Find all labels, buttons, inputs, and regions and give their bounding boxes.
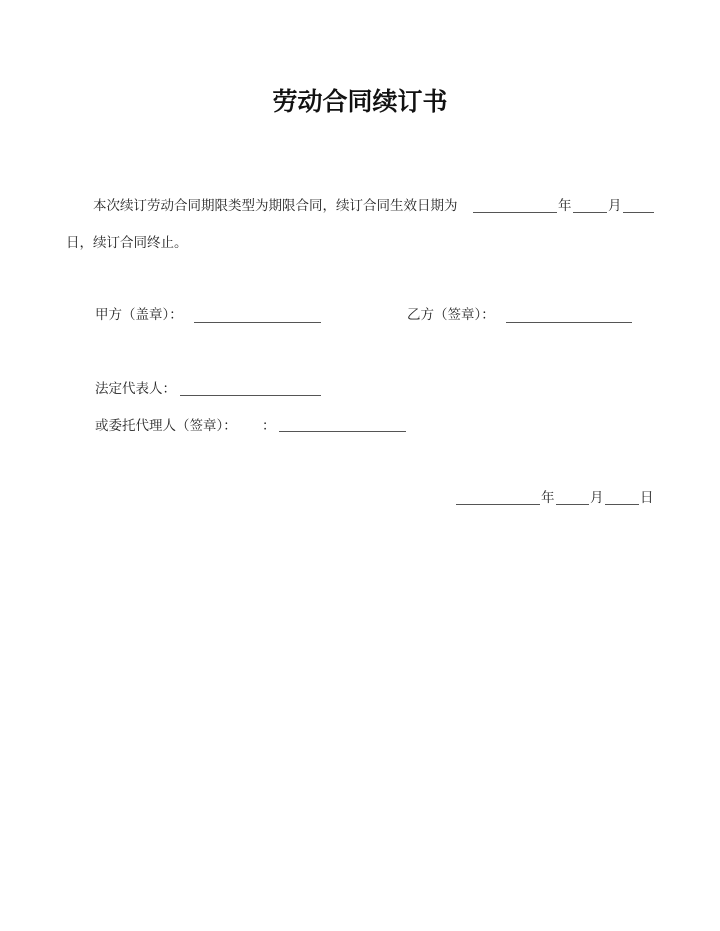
sign-year-label: 年 <box>541 490 555 506</box>
agent-label: 或委托代理人（签章）： <box>95 418 237 434</box>
year-label: 年 <box>558 198 572 214</box>
effective-date-day-blank[interactable] <box>623 212 654 213</box>
month-label: 月 <box>608 198 622 214</box>
renewal-text-line1: 本次续订劳动合同期限类型为期限合同，续订合同生效日期为 <box>93 198 458 214</box>
sign-date-year-blank[interactable] <box>456 504 540 505</box>
document-title: 劳动合同续订书 <box>272 87 448 116</box>
sign-date-month-blank[interactable] <box>556 504 589 505</box>
effective-date-month-blank[interactable] <box>573 212 607 213</box>
agent-signature-blank[interactable] <box>279 431 406 432</box>
renewal-text-line2: 日，续订合同终止。 <box>66 235 188 251</box>
sign-day-label: 日 <box>640 490 654 506</box>
party-b-label: 乙方（签章）： <box>407 307 495 323</box>
sign-date-day-blank[interactable] <box>605 504 639 505</box>
agent-extra-colon: ： <box>262 418 276 434</box>
sign-month-label: 月 <box>590 490 604 506</box>
effective-date-year-blank[interactable] <box>473 212 557 213</box>
legal-representative-label: 法定代表人： <box>95 381 176 397</box>
legal-representative-blank[interactable] <box>180 395 321 396</box>
party-a-label: 甲方（盖章）： <box>95 307 183 323</box>
party-a-signature-blank[interactable] <box>194 322 321 323</box>
party-b-signature-blank[interactable] <box>506 322 632 323</box>
